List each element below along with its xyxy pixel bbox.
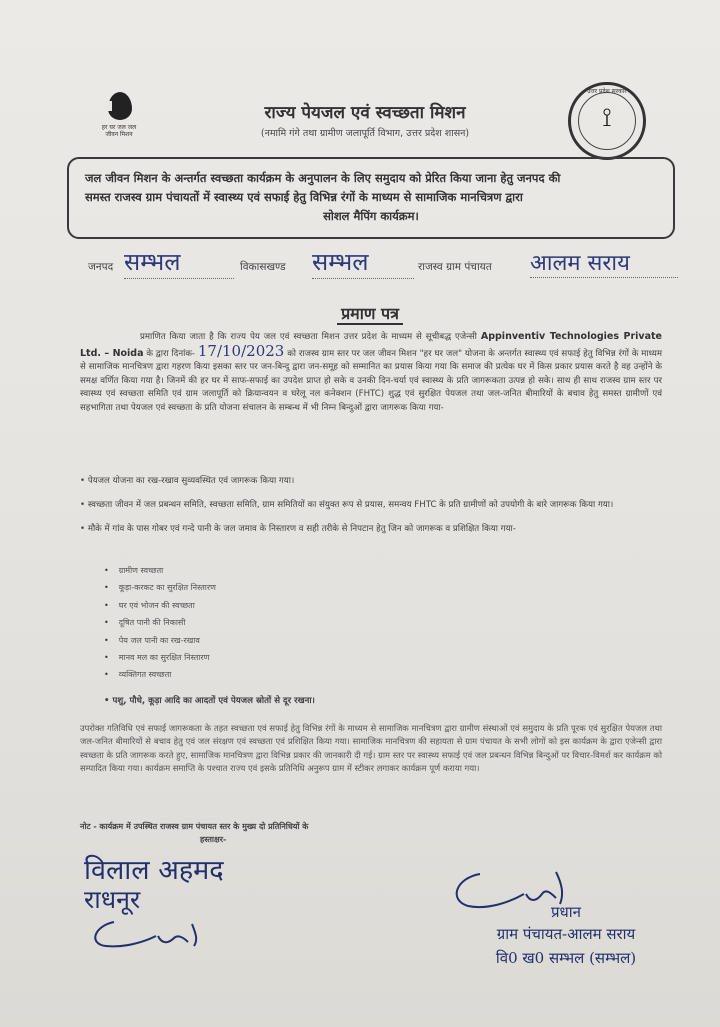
program-date: 17/10/2023 [197,341,285,360]
block-label: विकासखण्ड [240,261,286,273]
representative-1-name: विलाल अहमद [84,855,224,886]
district-label: जनपद [88,261,114,273]
subject-line-1: जल जीवन मिशन के अन्तर्गत स्वच्छता कार्यक्रम के अनुपालन के लिए समुदाय को प्रेरित किया जाना हेतु जनपद की [85,171,561,185]
jal-jeevan-logo [96,92,142,152]
subject-line-3: सोशल मैपिंग कार्यक्रम। [323,209,419,223]
list-item: • व्यक्तिगत स्वच्छता [104,666,216,683]
panchayat-value: आलम सराय [530,247,678,278]
logo-tagline: हर घर जल जल जीवन मिशन [101,124,137,138]
misc-bullet: • पशु, पौधे, कूड़ा आदि का आदतों एवं पेयजल स्रोतों से दूर रखना। [104,694,315,706]
awareness-bullets [80,474,670,546]
pradhan-label: प्रधान [551,903,581,921]
agency-name: Appinventiv Technologies Private Ltd. – Noida [80,331,662,359]
header-subtitle: (नमामि गंगे तथा ग्रामीण जलापूर्ति विभाग, उत्तर प्रदेश शासन) [260,128,470,139]
bullet-item: • पेयजल योजना का रख-रखाव सुव्यवस्थित एवं जागरूक किया गया। [80,476,295,486]
header-title: राज्य पेयजल एवं स्वच्छता मिशन [264,103,466,123]
certificate-paragraph: प्रमाणित किया जाता है कि राज्य पेय जल एवं स्वच्छता मिशन उत्तर प्रदेश के माध्यम से सूचीबद्ध एजेन्सी Appinventiv Technologies Private Ltd. – Noida के द्वारा दिनांक- 17/10/2023 को राजस्व ग्राम स्तर पर जल जीवन मिशन "हर घर जल" योजना के अन्तर्गत स्वास्थ्य एवं सफाई हेतु विभिन्न रंगों के माध्यम से सामाजिक मानचित्रण द्वारा गहरण किया इसका स्तर पर जन-बिन्दु द्वारा जन-समूह को सम्मानित का प्रयास किया गया कि समाज की प्रत्येक घर में किस प्रकार प्रयास करते है वह उन्होंने के समक्ष वर्णित किया गया है। जिनमें की हर घर में साफ-सफाई का उपदेश प्राप्त हो सके व उनकी दिन-चर्या एवं स्वास्थ्य के प्रति जागरूकता उत्पन्न हो सके। साथ ही साथ राजस्व ग्राम स्तर पर स्वास्थ्य एवं स्वच्छता समिति एवं ग्राम जलापूर्ति को क्रियान्वयन व घरेलू नल कनेक्शन (FHTC) शुद्ध एवं सुरक्षित पेयजल तथा जल-जनित बीमारियों के बचाव हेतु समस्त ग्रामीणों एवं सहभागिता तथा पेयजल एवं स्वच्छता के प्रति योजना संचालन के सम्बन्ध में भी निम्न बिन्दुओं द्वारा जागरूक किया गया- [80,331,663,413]
by-date-label: के द्वारा दिनांक- [146,348,196,359]
district-value: सम्भल [124,245,234,279]
representative-2-name: राधनूर [84,885,141,914]
block-value: सम्भल [312,245,414,279]
list-item: • पेय जल पानी का रख-रखाव [104,632,216,649]
bow-emblem-icon: ⟟ [602,103,612,133]
list-item: • मानव मल का सुरक्षित निस्तारण [104,649,216,666]
representative-signature [84,914,214,954]
government-seal [568,82,646,160]
list-item: • कूड़ा-करकट का सुरक्षित निस्तारण [104,579,216,596]
certificate-title: प्रमाण पत्र [300,302,440,324]
seal-text: उत्तर प्रदेश सरकार [587,88,627,95]
bullet-item: • मौके में गांव के पास गोबर एवं गन्दे पानी के जल जमाव के निस्तारण व सही तरीके से निपटान हेतु जिन को जागरूक व प्रशिक्षित किया गया- [80,524,516,534]
topics-list [104,562,216,684]
panchayat-label: राजस्व ग्राम पंचायत [418,261,492,273]
tap-icon [104,101,112,111]
signature-note: नोट - कार्यक्रम में उपस्थित राजस्व ग्राम पंचायत स्तर के मुख्य दो प्रतिनिधियों के हस्ताक्षर- [80,822,309,844]
subject-box [67,157,675,239]
list-item: • दूषित पानी की निकासी [104,614,216,631]
bullet-item: • स्वच्छता जीवन में जल प्रबन्धन समिति, स्वच्छता समिति, ग्राम समितियों का संयुक्त रूप से प्रयास, समन्वय FHTC के प्रति ग्रामीणों को उपयोगी के बारे जागरूक किया गया। [80,500,614,510]
subject-line-2: समस्त राजस्व ग्राम पंचायतों में स्वास्थ्य एवं सफाई हेतु विभिन्न रंगों के माध्यम से सामाजिक मानचित्रण द्वारा [85,190,523,204]
list-item: • ग्रामीण स्वच्छता [104,562,216,579]
pradhan-block: वि0 ख0 सम्भल (सम्भल) [495,949,637,967]
summary-paragraph: उपरोक्त गतिविधि एवं सफाई जागरूकता के तहत स्वच्छता एवं सफाई हेतु विभिन्न रंगों के माध्यम से सामाजिक मानचित्रण द्वारा ग्रामीण संस्थाओं एवं समुदाय के प्रति पूरक एवं सुरक्षित पेयजल तथा जल-जनित बीमारियों से बचाव हेतु एवं जल संरक्षण एवं स्वच्छता एवं प्रशिक्षित किया गया। सामाजिक मानचित्रण की सहायता से ग्राम पंचायत के सभी लोगों को इस कार्यक्रम के द्वारा एजेन्सी द्वारा स्वच्छता के प्रति जागरूक करते हुए, सामाजिक मानचित्रण द्वारा विभिन्न प्रकार की जानकारी दी गई। ग्राम स्तर पर स्वास्थ्य सफाई एवं जल प्रबन्धन विभिन्न बिन्दुओं पर विचार-विमर्श कर कार्यक्रम को सम्पादित किया गया। कार्यक्रम समाप्ति के पश्चात राज्य एवं इसके प्रतिनिधि अनुरूप ग्राम में स्टीकर लगाकर कार्यक्रम पूर्ण कराया गया। [80,723,662,774]
list-item: • घर एवं भोजन की स्वच्छता [104,597,216,614]
pradhan-office: ग्राम पंचायत-आलम सराय [496,925,636,943]
